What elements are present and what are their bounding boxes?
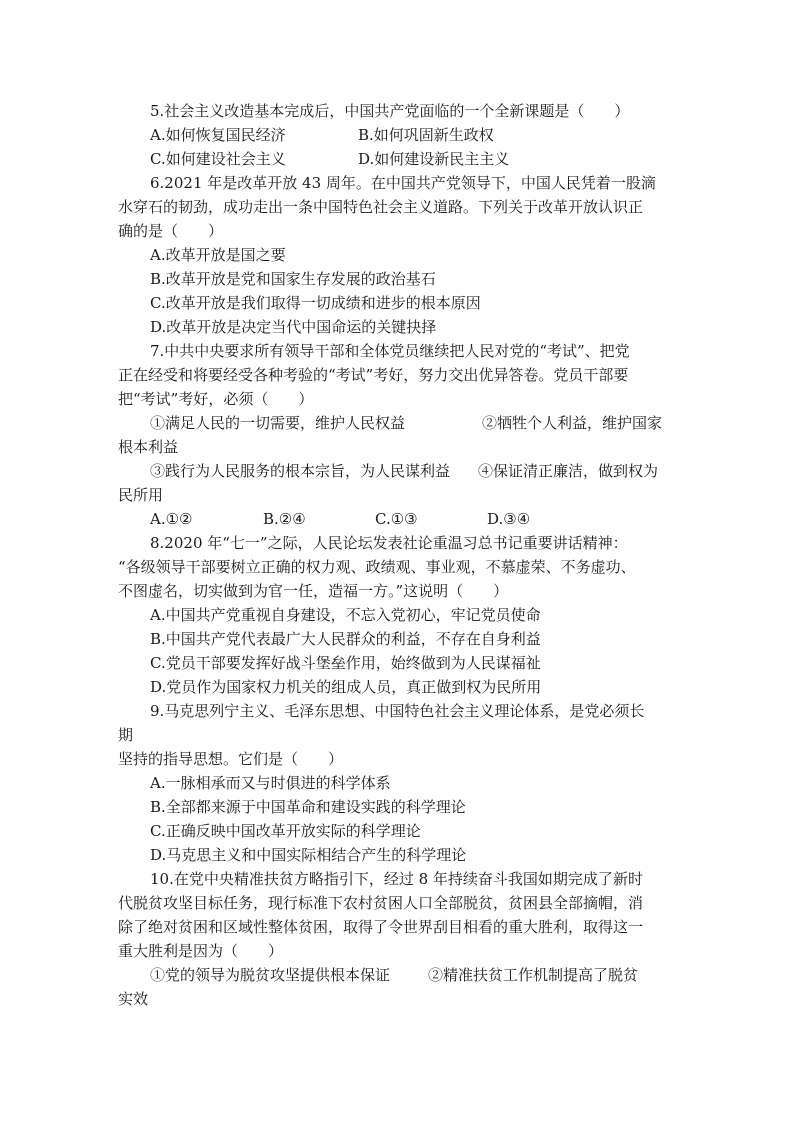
q7-statement-4: ④保证清正廉洁，做到权为 [478, 462, 659, 480]
q8-option-c: C.党员干部要发挥好战斗堡垒作用，始终做到为人民谋福祉 [150, 654, 541, 672]
q7-statement-2: ②牺牲个人利益，维护国家 [482, 414, 663, 432]
q7-option-c: C.①③ [375, 510, 418, 528]
q8-option-a: A.中国共产党重视自身建设，不忘入党初心，牢记党员使命 [150, 606, 541, 624]
q6-stem-line1: 6.2021 年是改革开放 43 周年。在中国共产党领导下，中国人民凭着一股滴 [150, 174, 656, 192]
q7-statement-4-cont: 民所用 [118, 486, 164, 504]
q6-option-a: A.改革开放是国之要 [150, 246, 286, 264]
q10-statement-1: ①党的领导为脱贫攻坚提供根本保证 [150, 966, 391, 984]
q7-statement-1: ①满足人民的一切需要，维护人民权益 [150, 414, 406, 432]
q7-statement-2-cont: 根本利益 [118, 438, 179, 456]
q5-option-a: A.如何恢复国民经济 [150, 126, 286, 144]
q7-option-a: A.①② [150, 510, 193, 528]
q5-option-c: C.如何建设社会主义 [150, 150, 286, 168]
q5-stem: 5.社会主义改造基本完成后，中国共产党面临的一个全新课题是（ ） [150, 102, 630, 120]
q8-option-d: D.党员作为国家权力机关的组成人员，真正做到权为民所用 [150, 678, 542, 696]
q6-option-b: B.改革开放是党和国家生存发展的政治基石 [150, 270, 436, 288]
q10-statement-2-cont: 实效 [118, 990, 149, 1008]
q8-stem-line2: “各级领导干部要树立正确的权力观、政绩观、事业观，不慕虚荣、不务虚功、 [118, 558, 636, 576]
q9-stem-line3: 坚持的指导思想。它们是（ ） [118, 750, 344, 768]
q6-option-d: D.改革开放是决定当代中国命运的关键抉择 [150, 318, 437, 336]
q7-option-b: B.②④ [263, 510, 306, 528]
q8-stem-line3: 不图虚名，切实做到为官一任，造福一方。”这说明（ ） [118, 582, 509, 600]
q9-stem-line2: 期 [118, 726, 134, 744]
q9-stem-line1: 9.马克思列宁主义、毛泽东思想、中国特色社会主义理论体系，是党必须长 [150, 702, 645, 720]
q5-option-d: D.如何建设新民主主义 [358, 150, 510, 168]
q10-stem-line4: 重大胜利是因为（ ） [118, 942, 284, 960]
q7-statement-3: ③践行为人民服务的根本宗旨，为人民谋利益 [150, 462, 451, 480]
q9-option-a: A.一脉相承而又与时俱进的科学体系 [150, 774, 391, 792]
q10-stem-line3: 除了绝对贫困和区域性整体贫困，取得了令世界刮目相看的重大胜利，取得这一 [118, 918, 644, 936]
q10-stem-line2: 代脱贫攻坚目标任务，现行标准下农村贫困人口全部脱贫，贫困县全部摘帽，消 [118, 894, 644, 912]
q9-option-b: B.全部都来源于中国革命和建设实践的科学理论 [150, 798, 466, 816]
q8-option-b: B.中国共产党代表最广大人民群众的利益，不存在自身利益 [150, 630, 541, 648]
q10-stem-line1: 10.在党中央精准扶贫方略指引下，经过 8 年持续奋斗我国如期完成了新时 [150, 870, 643, 888]
q10-statement-2: ②精准扶贫工作机制提高了脱贫 [428, 966, 639, 984]
q5-option-b: B.如何巩固新生政权 [358, 126, 494, 144]
q9-option-d: D.马克思主义和中国实际相结合产生的科学理论 [150, 846, 467, 864]
q7-stem-line3: 把“考试”考好，必须（ ） [118, 390, 314, 408]
q7-stem-line2: 正在经受和将要经受各种考验的“考试”考好，努力交出优异答卷。党员干部要 [118, 366, 629, 384]
q8-stem-line1: 8.2020 年“七一”之际，人民论坛发表社论重温习总书记重要讲话精神： [150, 534, 628, 552]
q7-stem-line1: 7.中共中央要求所有领导干部和全体党员继续把人民对党的“考试”、把党 [150, 342, 630, 360]
q9-option-c: C.正确反映中国改革开放实际的科学理论 [150, 822, 421, 840]
q6-stem-line3: 确的是（ ） [118, 222, 224, 240]
q6-stem-line2: 水穿石的韧劲，成功走出一条中国特色社会主义道路。下列关于改革开放认识正 [118, 198, 644, 216]
q7-option-d: D.③④ [487, 510, 531, 528]
q6-option-c: C.改革开放是我们取得一切成绩和进步的根本原因 [150, 294, 481, 312]
